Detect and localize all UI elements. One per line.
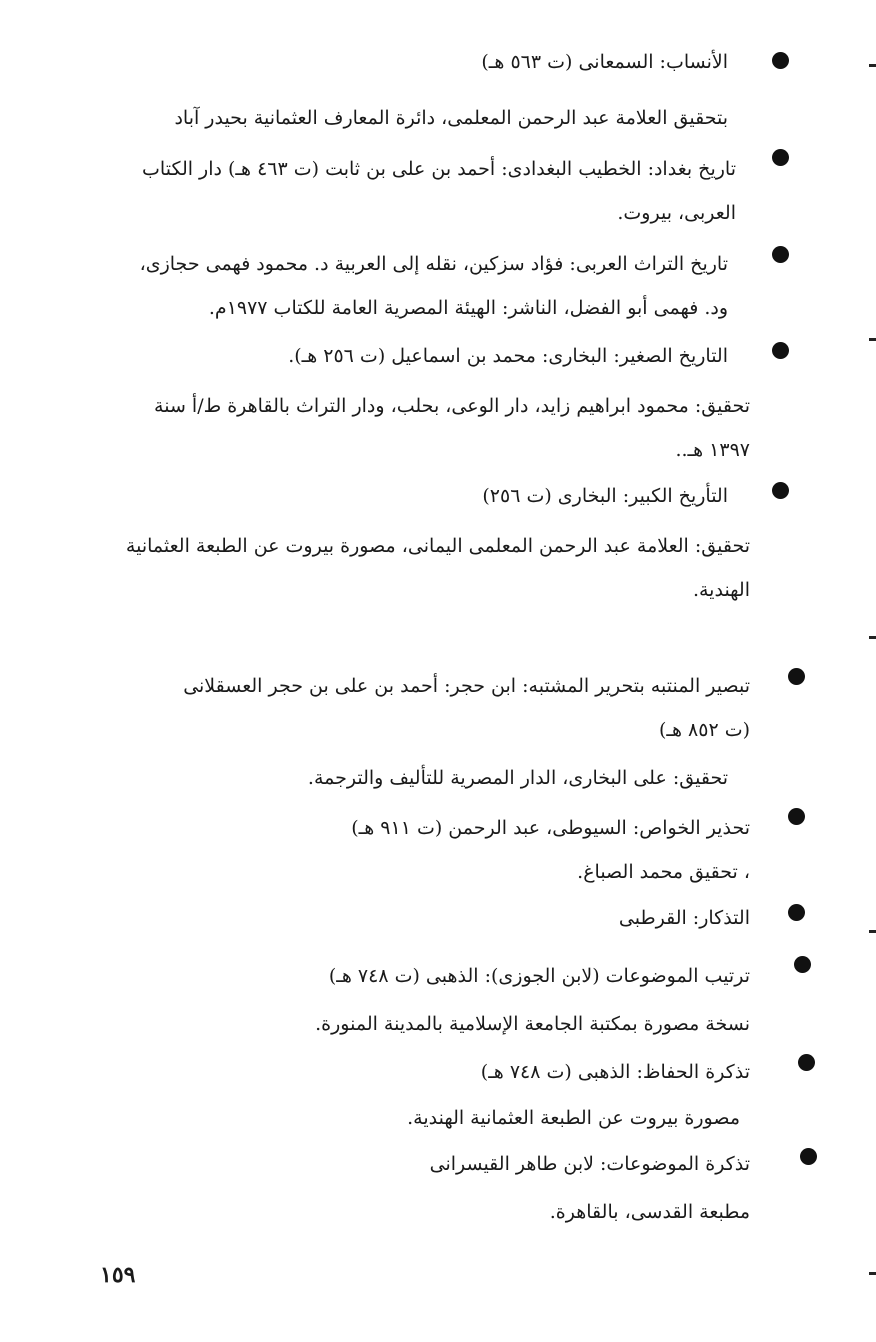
- bullet-icon: [788, 668, 805, 685]
- bibliography-entry: [183, 664, 750, 752]
- entry-note-line: ١٣٩٧ هـ..: [675, 439, 750, 461]
- entry-note-line: تحقيق: على البخارى، الدار المصرية للتأليف والترجمة.: [307, 767, 728, 789]
- entry-note-line: نسخة مصورة بمكتبة الجامعة الإسلامية بالمدينة المنورة.: [315, 1013, 750, 1035]
- entry-note-line: بتحقيق العلامة عبد الرحمن المعلمى، دائرة المعارف العثمانية بحيدر آباد: [174, 107, 728, 129]
- entry-title: ترتيب الموضوعات (لابن الجوزى): الذهبى (ت ٧٤٨ هـ): [328, 965, 750, 987]
- entry-title-cont: (ت ٨٥٢ هـ): [658, 719, 750, 741]
- entry-note-line: الهندية.: [692, 579, 750, 601]
- bullet-icon: [788, 904, 805, 921]
- bullet-icon: [772, 246, 789, 263]
- bullet-icon: [772, 149, 789, 166]
- margin-mark: [869, 338, 876, 341]
- entry-title: تحذير الخواص: السيوطى، عبد الرحمن (ت ٩١١ هـ): [351, 817, 750, 839]
- entry-note: [126, 524, 750, 612]
- bibliography-entry: [482, 474, 728, 518]
- entry-title: التذكار: القرطبى: [618, 907, 750, 929]
- bullet-icon: [772, 482, 789, 499]
- margin-mark: [869, 930, 876, 933]
- entry-title-cont: العربى، بيروت.: [617, 202, 736, 224]
- entry-note: [308, 756, 728, 800]
- bibliography-entry: [288, 334, 728, 378]
- bullet-icon: [800, 1148, 817, 1165]
- bullet-icon: [798, 1054, 815, 1071]
- bibliography-entry: [619, 896, 750, 940]
- bullet-icon: [772, 342, 789, 359]
- bibliography-entry: [481, 40, 728, 84]
- entry-title: تذكرة الموضوعات: لابن طاهر القيسرانى: [429, 1153, 750, 1175]
- bibliography-entry: [140, 242, 728, 330]
- bibliography-entry: [481, 1050, 750, 1094]
- entry-note: [315, 1002, 750, 1046]
- margin-mark: [869, 636, 876, 639]
- entry-title: تذكرة الحفاظ: الذهبى (ت ٧٤٨ هـ): [480, 1061, 750, 1083]
- entry-title: تاريخ التراث العربى: فؤاد سزكين، نقله إلى العربية د. محمود فهمى حجازى،: [139, 253, 728, 275]
- entry-note-line: مطبعة القدسى، بالقاهرة.: [549, 1201, 750, 1223]
- margin-mark: [869, 1272, 876, 1275]
- bibliography-entry: [351, 806, 750, 894]
- entry-note: [154, 384, 750, 472]
- entry-note: [407, 1096, 740, 1140]
- entry-title: التاريخ الصغير: البخارى: محمد بن اسماعيل (ت ٢٥٦ هـ).: [288, 345, 728, 367]
- entry-title: التأريخ الكبير: البخارى (ت ٢٥٦): [482, 485, 728, 507]
- entry-note: [174, 96, 728, 140]
- bibliography-entry: [430, 1142, 750, 1186]
- entry-note-line: مصورة بيروت عن الطبعة العثمانية الهندية.: [407, 1107, 740, 1129]
- page-number: ١٥٩: [100, 1262, 136, 1288]
- entry-title: تاريخ بغداد: الخطيب البغدادى: أحمد بن على بن ثابت (ت ٤٦٣ هـ) دار الكتاب: [142, 158, 736, 180]
- entry-note-line: تحقيق: محمود ابراهيم زايد، دار الوعى، بحلب، ودار التراث بالقاهرة ط/أ سنة: [154, 395, 750, 417]
- bullet-icon: [794, 956, 811, 973]
- entry-title-cont: ، تحقيق محمد الصباغ.: [577, 861, 750, 883]
- bullet-icon: [788, 808, 805, 825]
- entry-title: الأنساب: السمعانى (ت ٥٦٣ هـ): [481, 51, 728, 73]
- entry-note-line: تحقيق: العلامة عبد الرحمن المعلمى اليمانى، مصورة بيروت عن الطبعة العثمانية: [125, 535, 750, 557]
- entry-note: [550, 1190, 750, 1234]
- entry-title-cont: ود. فهمى أبو الفضل، الناشر: الهيئة المصرية العامة للكتاب ١٩٧٧م.: [208, 297, 728, 319]
- bibliography-entry: [142, 147, 736, 235]
- margin-mark: [869, 64, 876, 67]
- bibliography-entry: [329, 954, 750, 998]
- entry-title: تبصير المنتبه بتحرير المشتبه: ابن حجر: أحمد بن على بن حجر العسقلانى: [183, 675, 750, 697]
- bullet-icon: [772, 52, 789, 69]
